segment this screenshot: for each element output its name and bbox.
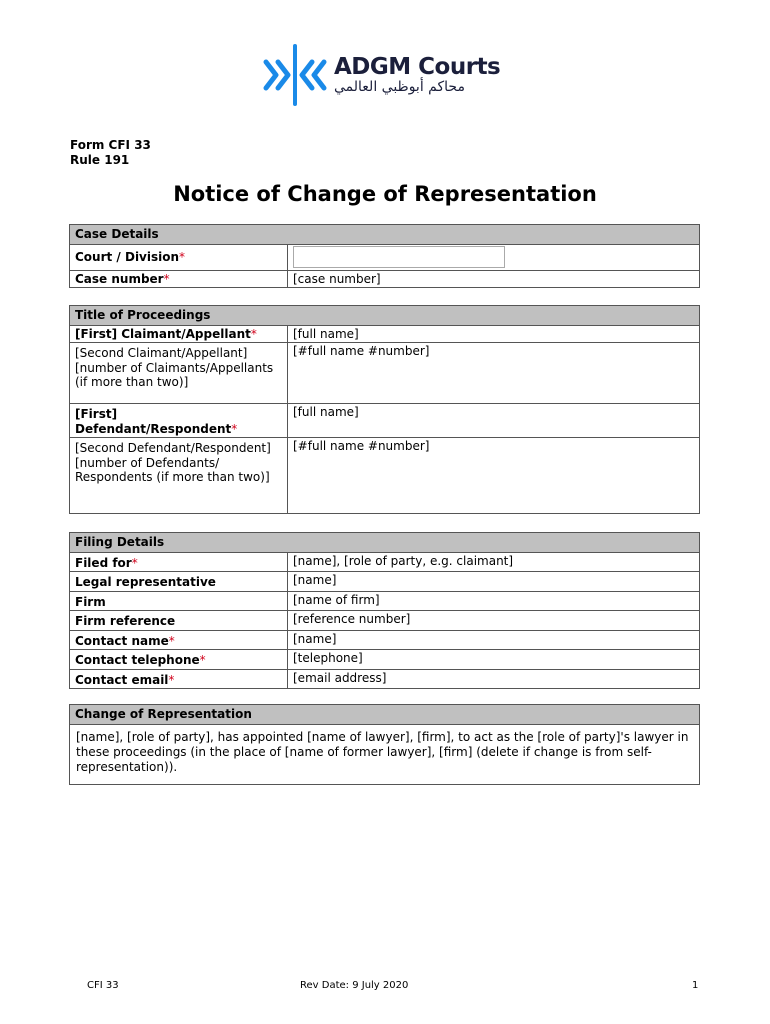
- second-claimant-field[interactable]: [#full name #number]: [288, 343, 700, 404]
- logo-name: ADGM Courts: [334, 54, 501, 80]
- contact-telephone-field[interactable]: [telephone]: [288, 650, 700, 670]
- filed-for-label: Filed for*: [70, 552, 288, 572]
- court-division-field[interactable]: [293, 246, 505, 268]
- legal-representative-field[interactable]: [name]: [288, 572, 700, 592]
- required-mark: *: [250, 326, 257, 341]
- contact-email-label: Contact email*: [70, 669, 288, 689]
- proceedings-table: [69, 305, 700, 514]
- contact-name-field[interactable]: [name]: [288, 630, 700, 650]
- first-defendant-field[interactable]: [full name]: [288, 404, 700, 438]
- document-title: Notice of Change of Representation: [173, 182, 597, 206]
- change-of-representation-table: [69, 704, 700, 785]
- footer-form-code: CFI 33: [87, 980, 119, 991]
- court-division-cell: [288, 244, 700, 270]
- contact-telephone-label: Contact telephone*: [70, 650, 288, 670]
- first-defendant-label: [First] Defendant/Respondent*: [70, 404, 288, 438]
- filing-details-table: [69, 532, 700, 689]
- second-defendant-field[interactable]: [#full name #number]: [288, 438, 700, 514]
- required-mark: *: [179, 249, 186, 264]
- logo-arabic-name: محاكم أبوظبي العالمي: [334, 79, 465, 95]
- adgm-courts-logo: [262, 40, 512, 110]
- filing-details-header: Filing Details: [70, 533, 700, 553]
- first-claimant-field[interactable]: [full name]: [288, 325, 700, 343]
- firm-field[interactable]: [name of firm]: [288, 591, 700, 611]
- footer-page-number: 1: [692, 980, 699, 991]
- proceedings-header: Title of Proceedings: [70, 306, 700, 326]
- required-mark: *: [163, 271, 170, 286]
- firm-label: Firm: [70, 591, 288, 611]
- contact-email-field[interactable]: [email address]: [288, 669, 700, 689]
- change-of-representation-header: Change of Representation: [70, 705, 700, 725]
- second-defendant-label: [Second Defendant/Respondent] [number of Defendants/ Respondents (if more than two)]: [70, 438, 288, 514]
- form-number: Form CFI 33: [70, 138, 151, 152]
- legal-representative-label: Legal representative: [70, 572, 288, 592]
- case-number-label: Case number*: [70, 270, 288, 288]
- form-meta: [70, 138, 151, 168]
- required-mark: *: [199, 653, 206, 667]
- adgm-chevrons-icon: [262, 40, 332, 110]
- required-mark: *: [168, 633, 175, 648]
- change-of-representation-text[interactable]: [name], [role of party], has appointed [name of lawyer], [firm], to act as the [role of party]'s lawyer in these proceedings (in the place of [name of former lawyer], [firm] (delete if change is from self-representation)).: [70, 724, 700, 784]
- firm-reference-label: Firm reference: [70, 611, 288, 631]
- second-claimant-label: [Second Claimant/Appellant] [number of Claimants/Appellants (if more than two)]: [70, 343, 288, 404]
- required-mark: *: [231, 421, 238, 436]
- form-rule: Rule 191: [70, 153, 130, 167]
- case-number-field[interactable]: [case number]: [288, 270, 700, 288]
- firm-reference-field[interactable]: [reference number]: [288, 611, 700, 631]
- first-claimant-label: [First] Claimant/Appellant*: [70, 325, 288, 343]
- required-mark: *: [131, 555, 138, 570]
- case-details-table: [69, 224, 700, 288]
- case-details-header: Case Details: [70, 225, 700, 245]
- filed-for-field[interactable]: [name], [role of party, e.g. claimant]: [288, 552, 700, 572]
- court-division-label: Court / Division*: [70, 244, 288, 270]
- required-mark: *: [168, 672, 175, 687]
- contact-name-label: Contact name*: [70, 630, 288, 650]
- footer-rev-date: Rev Date: 9 July 2020: [300, 980, 409, 991]
